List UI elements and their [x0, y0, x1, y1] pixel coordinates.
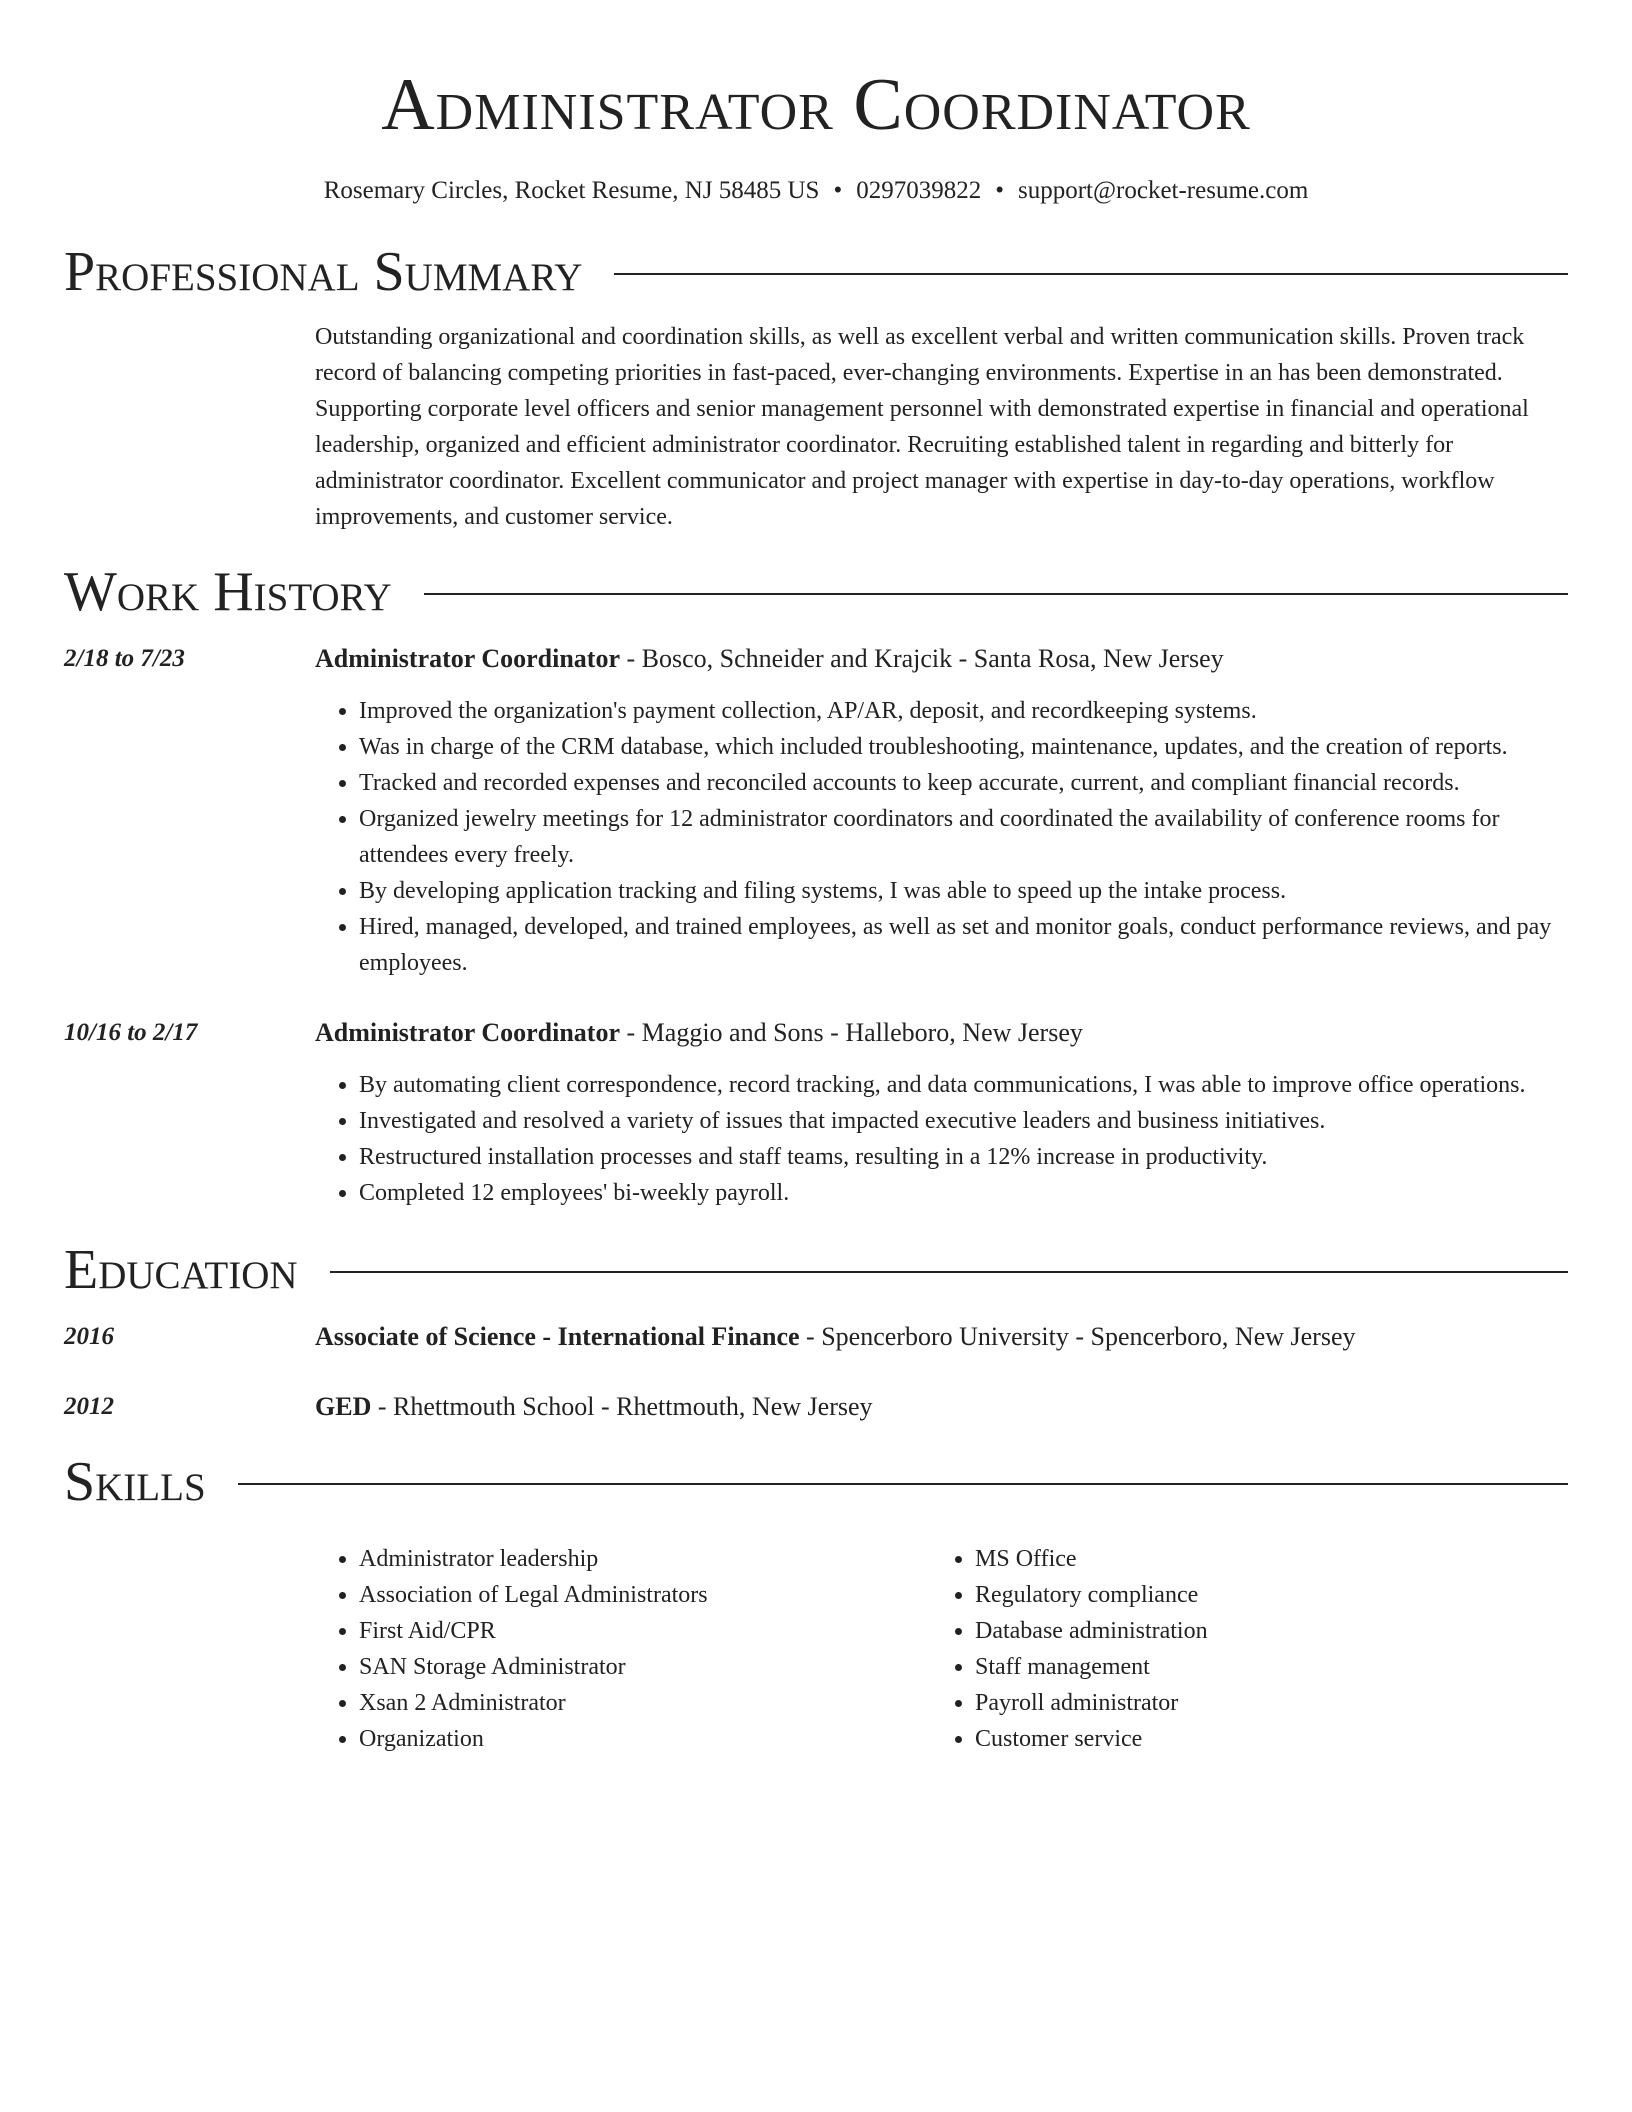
- education-degree: Associate of Science - International Finance: [315, 1322, 800, 1351]
- skills-column-left: [315, 1541, 931, 1757]
- education-details: - Spencerboro University - Spencerboro, New Jersey: [799, 1322, 1356, 1351]
- summary-row: [64, 319, 1568, 535]
- list-item: • Xsan 2 Administrator: [359, 1685, 931, 1721]
- section-title-education: Education: [64, 1239, 298, 1301]
- contact-email[interactable]: support@rocket-resume.com: [1018, 177, 1309, 204]
- education-degree: GED: [315, 1392, 372, 1421]
- skills-column-right: [931, 1541, 1547, 1757]
- list-item: • Staff management: [975, 1649, 1547, 1685]
- skills-list: [931, 1541, 1547, 1757]
- section-header: [64, 1235, 1568, 1305]
- list-item: • Improved the organization's payment collection, AP/AR, deposit, and recordkeeping systems.: [359, 693, 1568, 729]
- list-item: • Investigated and resolved a variety of issues that impacted executive leaders and business initiatives.: [359, 1103, 1568, 1139]
- section-divider: [424, 593, 1568, 595]
- education-entry: [64, 1389, 1568, 1425]
- job-heading: [315, 1015, 1568, 1051]
- section-header: [64, 237, 1568, 307]
- job-entry: [64, 641, 1568, 981]
- section-title-summary: Professional Summary: [64, 241, 583, 303]
- job-title: Administrator Coordinator: [315, 644, 621, 673]
- job-title: Administrator Coordinator: [315, 1018, 621, 1047]
- contact-separator: •: [995, 177, 1004, 204]
- section-divider: [330, 1271, 1568, 1273]
- job-details: - Maggio and Sons - Halleboro, New Jersey: [620, 1018, 1083, 1047]
- section-summary: [64, 237, 1568, 535]
- education-details: - Rhettmouth School - Rhettmouth, New Jersey: [371, 1392, 873, 1421]
- list-item: • Restructured installation processes and staff teams, resulting in a 12% increase in productivity.: [359, 1139, 1568, 1175]
- education-year: 2012: [64, 1393, 114, 1420]
- contact-line: [64, 174, 1568, 208]
- education-body: [315, 1319, 1568, 1355]
- list-item: • Regulatory compliance: [975, 1577, 1547, 1613]
- resume-name: Administrator Coordinator: [381, 64, 1251, 146]
- skills-list: [315, 1541, 931, 1757]
- job-bullets: [315, 1067, 1568, 1211]
- section-divider: [238, 1483, 1568, 1485]
- list-item: • Organized jewelry meetings for 12 administrator coordinators and coordinated the availability of conference rooms for attendees every freely.: [359, 801, 1568, 873]
- education-body: [315, 1389, 1568, 1425]
- list-item: • MS Office: [975, 1541, 1547, 1577]
- job-bullets: [315, 693, 1568, 981]
- summary-left-spacer: [64, 319, 315, 535]
- list-item: • Administrator leadership: [359, 1541, 931, 1577]
- section-header: [64, 1447, 1568, 1517]
- list-item: • SAN Storage Administrator: [359, 1649, 931, 1685]
- list-item: • Organization: [359, 1721, 931, 1757]
- job-body: [315, 641, 1568, 981]
- section-title-work: Work History: [64, 561, 392, 623]
- skills-left-spacer: [64, 1541, 315, 1757]
- job-details: - Bosco, Schneider and Krajcik - Santa Rosa, New Jersey: [620, 644, 1224, 673]
- job-dates: 2/18 to 7/23: [64, 645, 185, 672]
- job-dates: 10/16 to 2/17: [64, 1019, 198, 1046]
- list-item: • Was in charge of the CRM database, which included troubleshooting, maintenance, updates, and the creation of reports.: [359, 729, 1568, 765]
- education-entry: [64, 1319, 1568, 1355]
- job-body: [315, 1015, 1568, 1211]
- section-skills: [64, 1447, 1568, 1757]
- list-item: • Customer service: [975, 1721, 1547, 1757]
- contact-address: Rosemary Circles, Rocket Resume, NJ 58485 US: [323, 177, 820, 204]
- list-item: • Tracked and recorded expenses and reconciled accounts to keep accurate, current, and compliant financial records.: [359, 765, 1568, 801]
- job-heading: [315, 641, 1568, 677]
- list-item: • Payroll administrator: [975, 1685, 1547, 1721]
- list-item: • By automating client correspondence, record tracking, and data communications, I was able to improve office operations.: [359, 1067, 1568, 1103]
- section-header: [64, 557, 1568, 627]
- summary-text: Outstanding organizational and coordination skills, as well as excellent verbal and written communication skills. Proven track record of balancing competing priorities in fast-paced, ever-changing environments. Expertise in an has been demonstrated. Supporting corporate level officers and senior management personnel with demonstrated expertise in financial and operational leadership, organized and efficient administrator coordinator. Recruiting established talent in regarding and bitterly for administrator coordinator. Excellent communicator and project manager with expertise in day-to-day operations, workflow improvements, and customer service.: [315, 324, 1529, 530]
- section-title-skills: Skills: [64, 1451, 206, 1513]
- list-item: • Completed 12 employees' bi-weekly payroll.: [359, 1175, 1568, 1211]
- section-work-history: [64, 557, 1568, 1211]
- section-divider: [614, 273, 1568, 275]
- section-education: [64, 1235, 1568, 1425]
- contact-separator: •: [833, 177, 843, 204]
- list-item: • Association of Legal Administrators: [359, 1577, 931, 1613]
- skills-row: [64, 1541, 1568, 1757]
- list-item: • Database administration: [975, 1613, 1547, 1649]
- job-entry: [64, 1015, 1568, 1211]
- contact-phone: 0297039822: [856, 177, 982, 204]
- list-item: • By developing application tracking and filing systems, I was able to speed up the intake process.: [359, 873, 1568, 909]
- list-item: • First Aid/CPR: [359, 1613, 931, 1649]
- list-item: • Hired, managed, developed, and trained employees, as well as set and monitor goals, conduct performance reviews, and pay employees.: [359, 909, 1568, 981]
- skills-columns: [315, 1541, 1568, 1757]
- education-year: 2016: [64, 1323, 114, 1350]
